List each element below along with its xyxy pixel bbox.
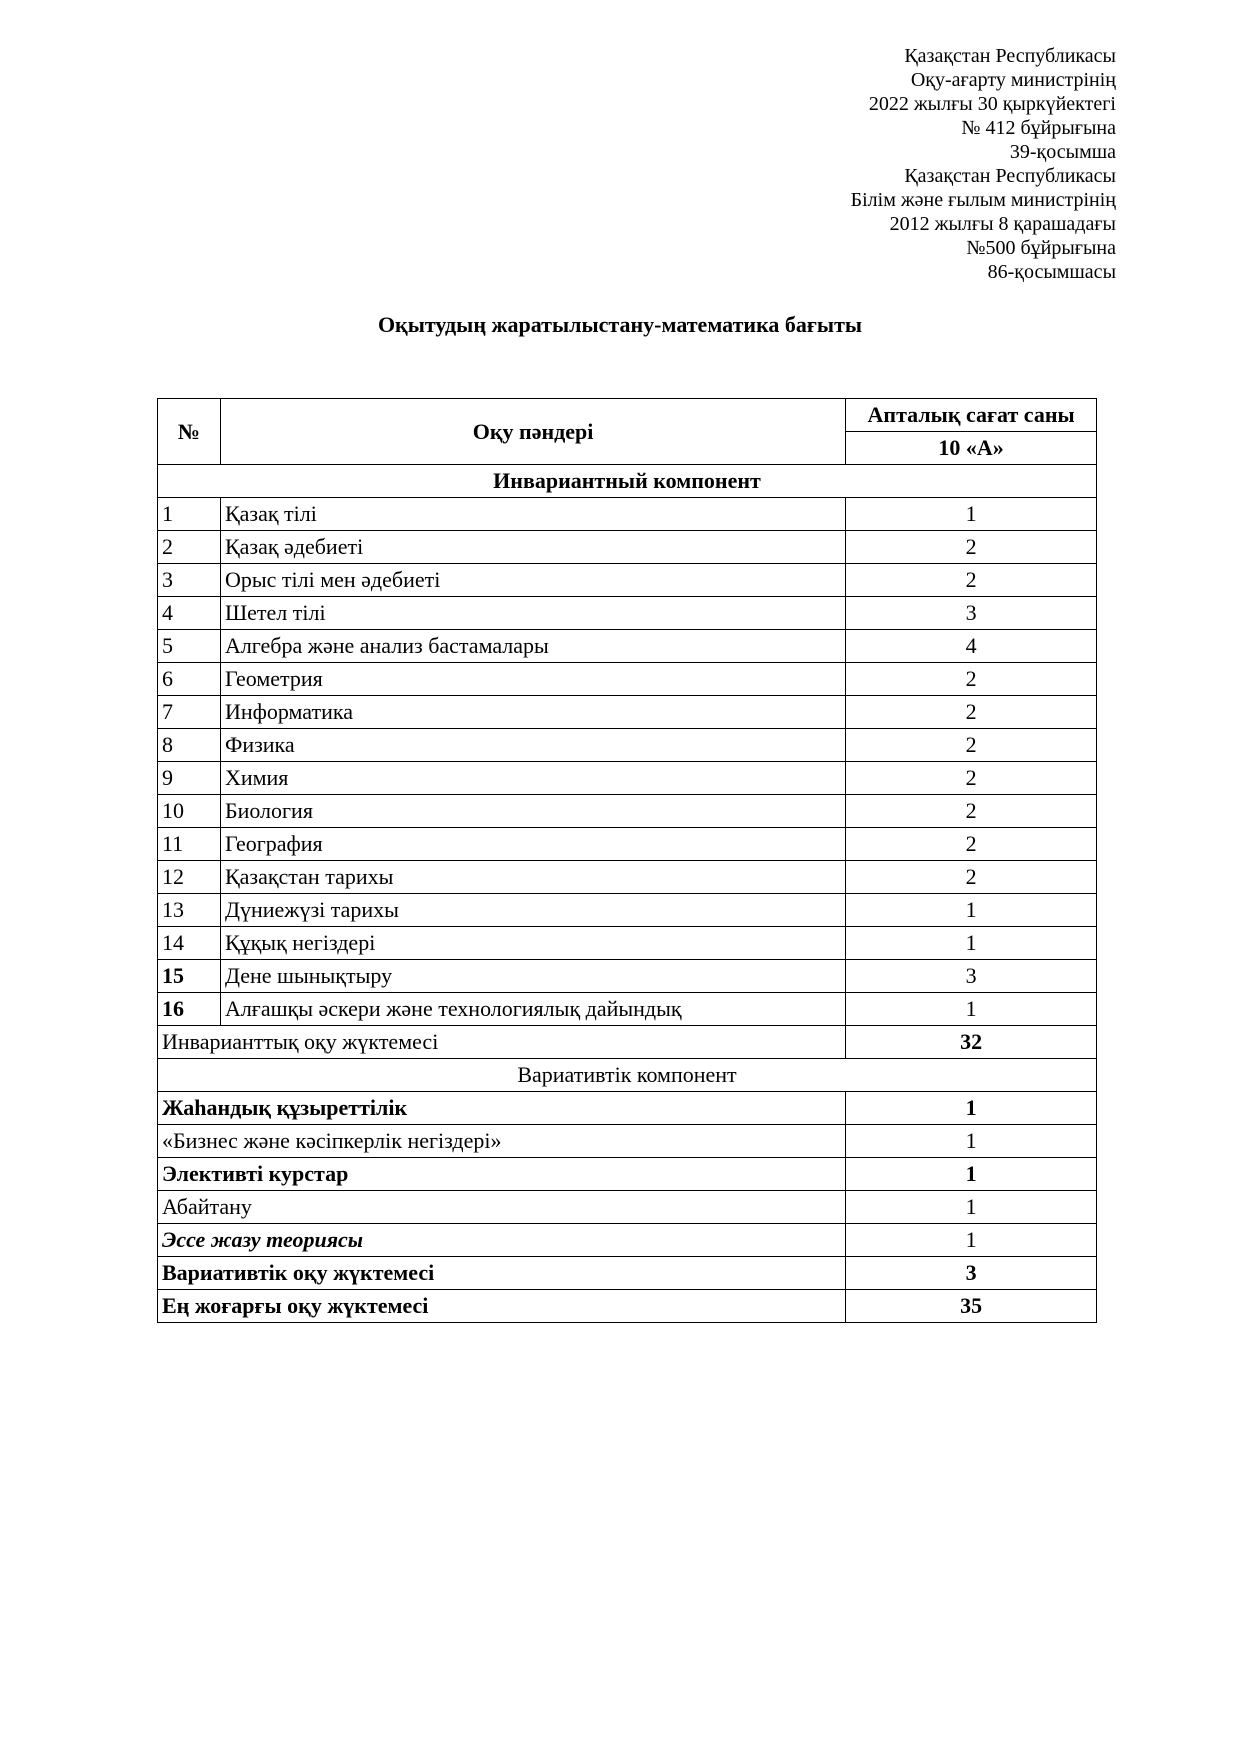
header-line: Қазақстан Республикасы	[904, 45, 1116, 67]
row-subject: Қазақ әдебиеті	[220, 531, 845, 564]
table-row	[158, 729, 1097, 762]
row-subject: География	[220, 828, 845, 861]
row-number: 12	[158, 861, 221, 894]
header-line: Білім және ғылым министрінің	[850, 189, 1116, 211]
row-number: 4	[158, 597, 221, 630]
column-header-weekly-hours: Апталық сағат саны	[846, 399, 1097, 432]
table-header-row	[158, 399, 1097, 432]
table-row	[158, 828, 1097, 861]
table-row	[158, 1224, 1097, 1257]
row-subject: Құқық негіздері	[220, 927, 845, 960]
header-line: 86-қосымшасы	[987, 261, 1116, 283]
curriculum-table	[157, 398, 1097, 1323]
table-row	[158, 795, 1097, 828]
row-hours: 2	[846, 663, 1097, 696]
row-number: 9	[158, 762, 221, 795]
electives-label: Элективті курстар	[158, 1158, 846, 1191]
row-subject: Дене шынықтыру	[220, 960, 845, 993]
row-hours: 2	[846, 531, 1097, 564]
header-line: 2012 жылғы 8 қарашадағы	[889, 213, 1116, 235]
max-total-value: 35	[846, 1290, 1097, 1323]
row-hours: 1	[846, 498, 1097, 531]
row-number: 13	[158, 894, 221, 927]
row-hours: 2	[846, 729, 1097, 762]
row-number: 11	[158, 828, 221, 861]
row-subject: Химия	[220, 762, 845, 795]
row-subject: Информатика	[220, 696, 845, 729]
max-total-row	[158, 1290, 1097, 1323]
header-line: 2022 жылғы 30 қыркүйектегі	[868, 93, 1116, 115]
column-header-subjects: Оқу пәндері	[220, 399, 845, 465]
row-hours: 1	[846, 993, 1097, 1026]
row-number: 1	[158, 498, 221, 531]
global-competence-hours: 1	[846, 1092, 1097, 1125]
row-hours: 1	[846, 894, 1097, 927]
section-row-invariant	[158, 465, 1097, 498]
row-number: 14	[158, 927, 221, 960]
row-number: 7	[158, 696, 221, 729]
row-subject: Алгебра және анализ бастамалары	[220, 630, 845, 663]
section-row-variative	[158, 1059, 1097, 1092]
header-line: Оқу-ағарту министрінің	[910, 69, 1116, 91]
table-row	[158, 597, 1097, 630]
row-hours: 2	[846, 861, 1097, 894]
table-row	[158, 1092, 1097, 1125]
business-course-label: «Бизнес және кәсіпкерлік негіздері»	[158, 1125, 846, 1158]
max-total-label: Ең жоғарғы оқу жүктемесі	[158, 1290, 846, 1323]
essay-course-hours: 1	[846, 1224, 1097, 1257]
row-number: 8	[158, 729, 221, 762]
table-row	[158, 894, 1097, 927]
row-number: 15	[158, 960, 221, 993]
table-row	[158, 531, 1097, 564]
row-subject: Физика	[220, 729, 845, 762]
header-line: №500 бұйрығына	[966, 237, 1116, 259]
variative-total-value: 3	[846, 1257, 1097, 1290]
row-subject: Геометрия	[220, 663, 845, 696]
row-number: 2	[158, 531, 221, 564]
electives-hours: 1	[846, 1158, 1097, 1191]
global-competence-label: Жаһандық құзыреттілік	[158, 1092, 846, 1125]
header-line: 39-қосымша	[1009, 141, 1116, 163]
abai-course-label: Абайтану	[158, 1191, 846, 1224]
row-number: 6	[158, 663, 221, 696]
invariant-total-value: 32	[846, 1026, 1097, 1059]
row-hours: 2	[846, 795, 1097, 828]
column-header-class: 10 «А»	[846, 432, 1097, 465]
table-row	[158, 993, 1097, 1026]
row-subject: Шетел тілі	[220, 597, 845, 630]
column-header-number: №	[158, 399, 221, 465]
business-course-hours: 1	[846, 1125, 1097, 1158]
row-hours: 2	[846, 696, 1097, 729]
variative-total-row	[158, 1257, 1097, 1290]
row-subject: Дүниежүзі тарихы	[220, 894, 845, 927]
abai-course-hours: 1	[846, 1191, 1097, 1224]
table-row	[158, 498, 1097, 531]
document-title: Оқытудың жаратылыстану-математика бағыты	[377, 312, 863, 337]
table-row	[158, 960, 1097, 993]
table-row	[158, 1191, 1097, 1224]
variative-total-label: Вариативтік оқу жүктемесі	[158, 1257, 846, 1290]
table-row	[158, 1125, 1097, 1158]
variative-heading: Вариативтік компонент	[158, 1059, 1097, 1092]
table-row	[158, 630, 1097, 663]
row-subject: Биология	[220, 795, 845, 828]
header-line: № 412 бұйрығына	[961, 117, 1116, 139]
order-reference-block	[851, 44, 1116, 284]
row-subject: Алғашқы әскери және технологиялық дайындық	[220, 993, 845, 1026]
invariant-total-row	[158, 1026, 1097, 1059]
table-row	[158, 1158, 1097, 1191]
row-hours: 4	[846, 630, 1097, 663]
row-hours: 1	[846, 927, 1097, 960]
table-row	[158, 663, 1097, 696]
table-row	[158, 762, 1097, 795]
row-subject: Қазақстан тарихы	[220, 861, 845, 894]
row-subject: Қазақ тілі	[220, 498, 845, 531]
header-line: Қазақстан Республикасы	[904, 165, 1116, 187]
row-number: 16	[158, 993, 221, 1026]
essay-course-label: Эссе жазу теориясы	[158, 1224, 846, 1257]
table-row	[158, 927, 1097, 960]
table-row	[158, 861, 1097, 894]
row-hours: 3	[846, 597, 1097, 630]
row-number: 10	[158, 795, 221, 828]
invariant-total-label: Инварианттық оқу жүктемесі	[158, 1026, 846, 1059]
row-subject: Орыс тілі мен әдебиеті	[220, 564, 845, 597]
row-hours: 2	[846, 564, 1097, 597]
row-hours: 2	[846, 762, 1097, 795]
row-hours: 3	[846, 960, 1097, 993]
row-number: 5	[158, 630, 221, 663]
row-hours: 2	[846, 828, 1097, 861]
row-number: 3	[158, 564, 221, 597]
table-row	[158, 564, 1097, 597]
invariant-heading: Инвариантный компонент	[158, 465, 1097, 498]
table-row	[158, 696, 1097, 729]
